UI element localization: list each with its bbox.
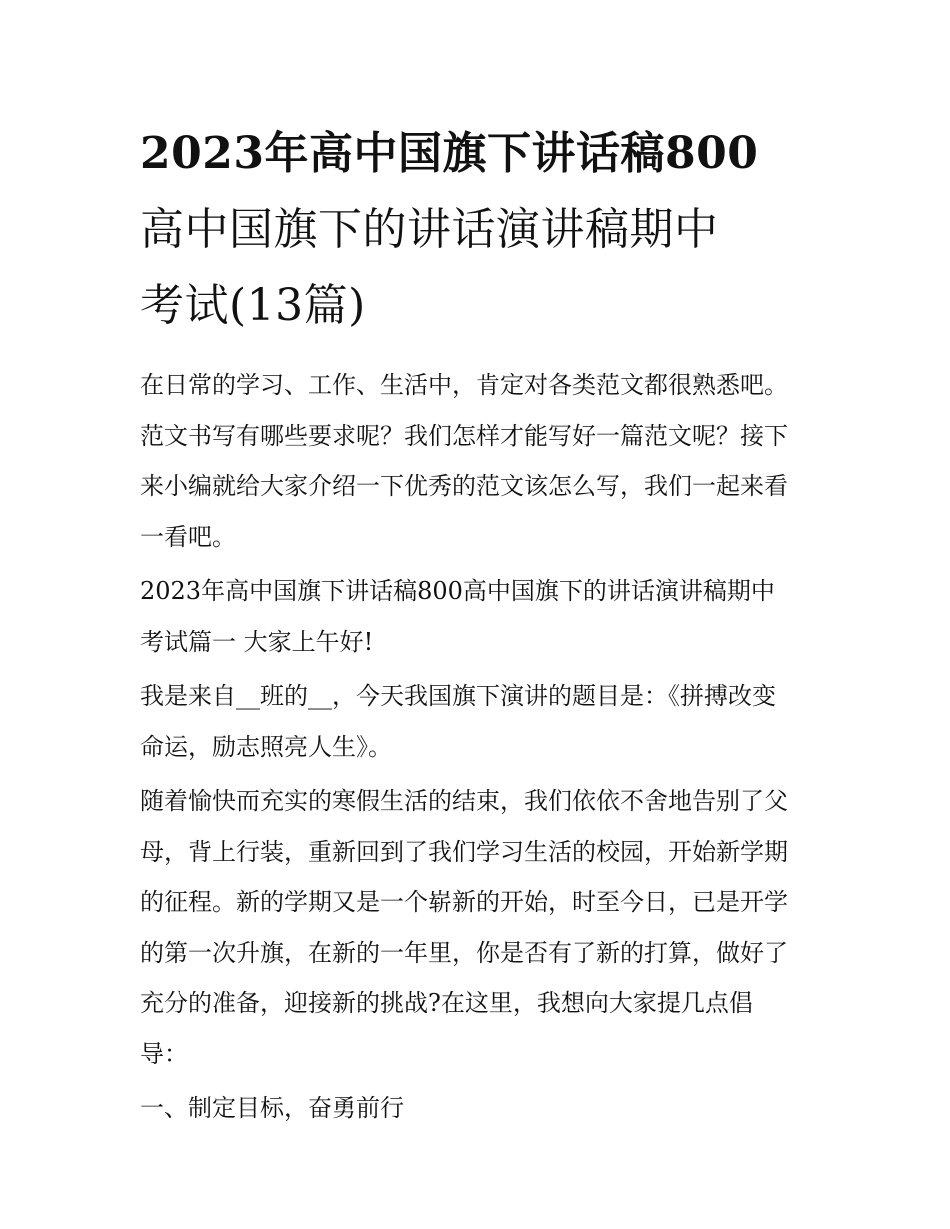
text-line: 导： [140,1039,188,1068]
subheading-paragraph [140,1083,820,1134]
text-line: 的第一次升旗，在新的一年里，你是否有了新的打算，做好了 [140,938,788,967]
text-line: 考试篇一 大家上午好! [140,627,374,656]
document-body [140,360,820,1134]
text-line: 范文书写有哪些要求呢？我们怎样才能写好一篇范文呢？接下 [140,421,788,450]
text-line: 我是来自__班的__，今天我国旗下演讲的题目是：《拼搏改变 [140,682,776,710]
text-line: 一看吧。 [140,522,236,551]
text-line: 在日常的学习、工作、生活中，肯定对各类范文都很熟悉吧。 [140,371,788,399]
speech-paragraph [140,671,820,772]
text-line: 随着愉快而充实的寒假生活的结束，我们依依不舍地告别了父 [140,787,788,815]
text-line: 充分的准备，迎接新的挑战?在这里，我想向大家提几点倡 [140,989,753,1017]
title-line: 高中国旗下的讲话演讲稿期中 [140,204,719,255]
text-line: 命运，励志照亮人生》。 [140,732,392,761]
speech-paragraph [140,776,820,1079]
text-line: 2023年高中国旗下讲话稿800高中国旗下的讲话演讲稿期中 [140,577,775,605]
intro-paragraph [140,360,820,562]
text-line: 一、制定目标，奋勇前行 [140,1094,404,1122]
title-line: 考试(13篇) [140,280,366,331]
text-line: 母，背上行装，重新回到了我们学习生活的校园，开始新学期 [140,837,788,866]
document-title [140,116,810,344]
section-heading-paragraph [140,566,820,667]
text-line: 的征程。新的学期又是一个崭新的开始，时至今日，已是开学 [140,888,788,916]
title-line: 2023年高中国旗下讲话稿800 [140,128,759,179]
text-line: 来小编就给大家介绍一下优秀的范文该怎么写，我们一起来看 [140,472,788,500]
